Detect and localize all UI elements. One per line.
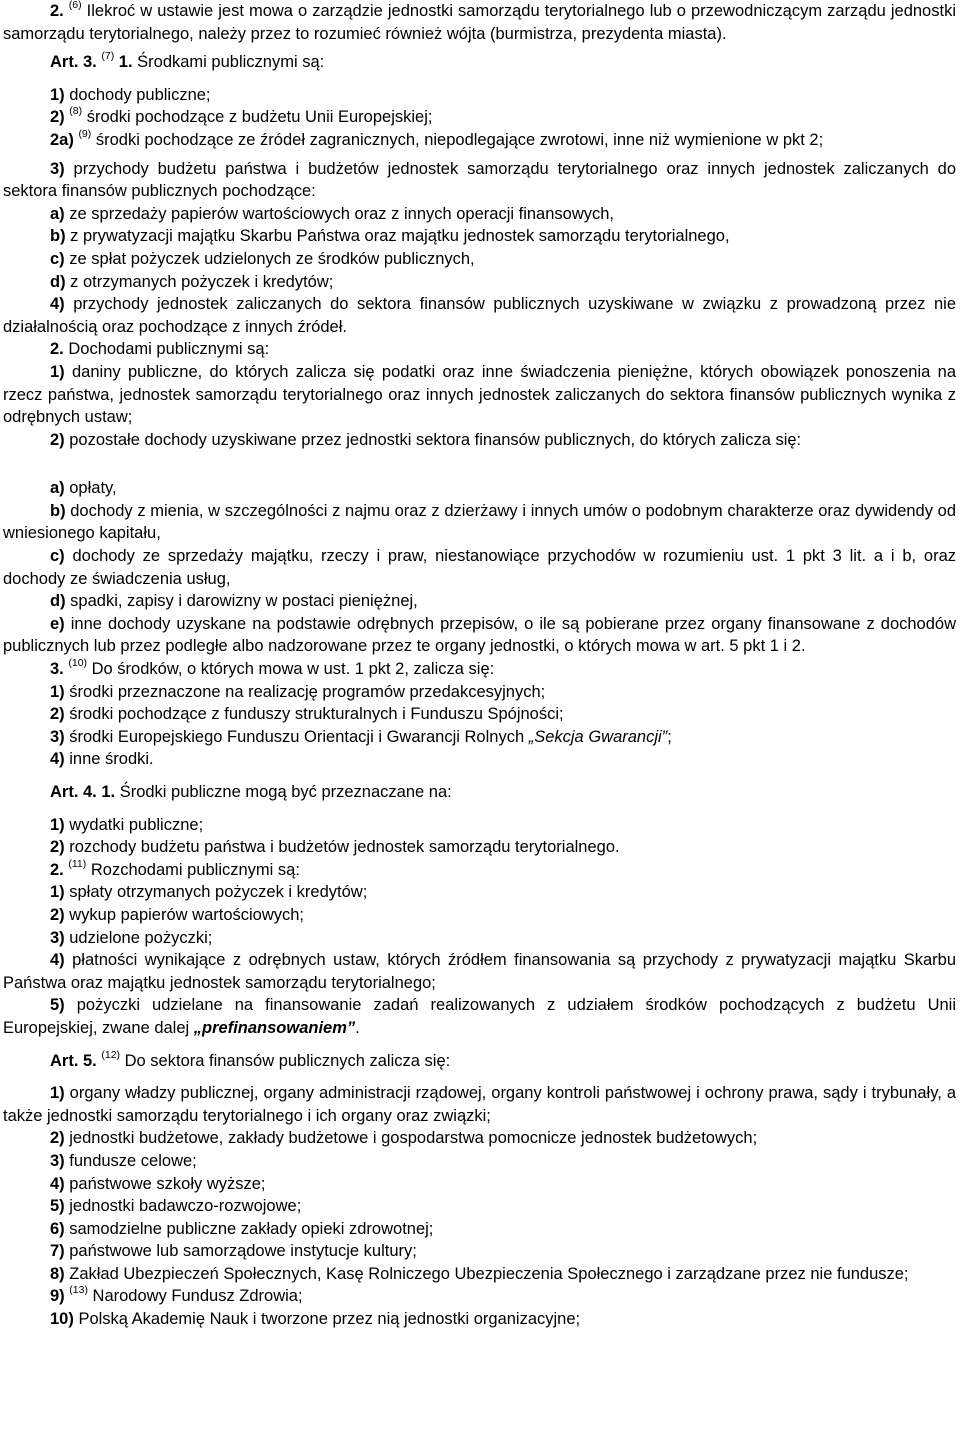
- paragraph-p19: [3, 613, 956, 658]
- paragraph-text: dochody publiczne;: [64, 85, 211, 104]
- footnote-marker: (7): [101, 50, 115, 63]
- paragraph-text: .: [355, 1018, 360, 1037]
- paragraph-p24: [3, 748, 956, 771]
- paragraph-p15: [3, 477, 956, 500]
- paragraph-p33: [3, 994, 956, 1039]
- paragraph-p25: [3, 781, 956, 804]
- paragraph-text: przychody jednostek zaliczanych do sektora finansów publicznych uzyskiwane w związku z prowadzoną przez nie działalnością oraz pochodzące z innych źródeł.: [3, 295, 956, 336]
- paragraph-p38: [3, 1173, 956, 1196]
- item-number: 5): [50, 996, 65, 1015]
- paragraph-text: środki pochodzące z budżetu Unii Europejskiej;: [82, 108, 433, 127]
- paragraph-text: samodzielne publiczne zakłady opieki zdrowotnej;: [64, 1219, 434, 1238]
- paragraph-text: pożyczki udzielane na finansowanie zadań realizowanych z udziałem środków pochodzących z budżetu Unii Europejskiej, zwane dalej: [3, 996, 956, 1037]
- paragraph-p34: [3, 1050, 956, 1073]
- item-number: 2): [50, 838, 65, 857]
- footnote-marker: (8): [69, 105, 83, 118]
- paragraph-p23: [3, 726, 956, 749]
- paragraph-text: spłaty otrzymanych pożyczek i kredytów;: [64, 883, 368, 902]
- paragraph-p35: [3, 1082, 956, 1127]
- paragraph-p27: [3, 836, 956, 859]
- paragraph-text: ze sprzedaży papierów wartościowych oraz z innych operacji finansowych,: [64, 204, 615, 223]
- paragraph-text: Polską Akademię Nauk i tworzone przez nią jednostki organizacyjne;: [73, 1310, 581, 1329]
- item-number: 1): [50, 883, 65, 902]
- paragraph-p36: [3, 1127, 956, 1150]
- paragraph-text: ze spłat pożyczek udzielonych ze środków publicznych,: [64, 249, 475, 268]
- footnote-marker: (10): [68, 657, 88, 670]
- paragraph-text: rozchody budżetu państwa i budżetów jednostek samorządu terytorialnego.: [64, 838, 620, 857]
- item-number: Art. 5.: [50, 1051, 102, 1070]
- item-number: 2.: [50, 2, 69, 20]
- paragraph-text: z otrzymanych pożyczek i kredytów;: [65, 272, 334, 291]
- item-number: c): [50, 249, 65, 268]
- item-number: 3): [50, 928, 65, 947]
- paragraph-text: daniny publiczne, do których zalicza się podatki oraz inne świadczenia pieniężne, których obowiązek ponoszenia na rzecz państwa, jednostek samorządu terytorialnego oraz innych jednostek zaliczanych do sektora finansów publicznych wynika z odrębnych ustaw;: [3, 362, 956, 427]
- paragraph-p22: [3, 703, 956, 726]
- item-number: e): [50, 614, 65, 633]
- paragraph-p12: [3, 338, 956, 361]
- item-number: 9): [50, 1287, 70, 1306]
- paragraph-p02: [3, 51, 956, 74]
- paragraph-text: Do środków, o których mowa w ust. 1 pkt 2, zalicza się:: [87, 660, 495, 679]
- paragraph-p14: [3, 429, 956, 452]
- paragraph-p26: [3, 814, 956, 837]
- paragraph-text: państwowe lub samorządowe instytucje kultury;: [64, 1242, 417, 1261]
- paragraph-text: ;: [667, 727, 672, 746]
- paragraph-text: inne środki.: [64, 750, 154, 769]
- paragraph-p16: [3, 500, 956, 545]
- item-number: 1): [50, 815, 65, 834]
- item-number: 2a): [50, 130, 79, 149]
- item-number: Art. 4. 1.: [50, 783, 116, 801]
- item-number: 2): [50, 1129, 65, 1148]
- item-number: 8): [50, 1264, 65, 1283]
- paragraph-p11: [3, 293, 956, 338]
- paragraph-p28: [3, 859, 956, 882]
- item-number: 3): [50, 727, 65, 746]
- paragraph-p09: [3, 248, 956, 271]
- paragraph-text: dochody z mienia, w szczególności z najmu oraz z dzierżawy i innych umów o podobnym charakterze oraz dywidendy od wniesionego kapitału,: [3, 501, 956, 543]
- paragraph-text: środki przeznaczone na realizację programów przedakcesyjnych;: [64, 682, 546, 701]
- item-number: 7): [50, 1242, 65, 1261]
- item-number: 2): [50, 905, 65, 924]
- item-number: 5): [50, 1197, 65, 1216]
- paragraph-p03: [3, 84, 956, 107]
- item-number: d): [50, 272, 66, 291]
- item-number: 1): [50, 682, 65, 701]
- paragraph-p21: [3, 681, 956, 704]
- item-number: 2.: [50, 860, 69, 879]
- paragraph-text: Rozchodami publicznymi są:: [86, 860, 300, 879]
- paragraph-p05: [3, 129, 956, 152]
- paragraph-text: opłaty,: [64, 479, 117, 498]
- item-number: a): [50, 204, 65, 223]
- paragraph-text: płatności wynikające z odrębnych ustaw, których źródłem finansowania są przychody z prywatyzacji majątku Skarbu Państwa oraz majątku jednostek samorządu terytorialnego;: [3, 951, 956, 992]
- item-number: 4): [50, 295, 65, 314]
- item-number: 3): [50, 1151, 65, 1170]
- paragraph-text: państwowe szkoły wyższe;: [64, 1174, 266, 1193]
- paragraph-text: „Sekcja Gwarancji”: [528, 727, 668, 746]
- item-number: 2.: [50, 340, 64, 359]
- item-number: 4): [50, 750, 65, 769]
- paragraph-text: Środki publiczne mogą być przeznaczane na:: [115, 783, 452, 801]
- paragraph-p29: [3, 881, 956, 904]
- paragraph-text: Dochodami publicznymi są:: [63, 340, 270, 359]
- paragraph-p17: [3, 545, 956, 590]
- paragraph-text: Do sektora finansów publicznych zalicza się:: [120, 1051, 451, 1070]
- paragraph-p31: [3, 927, 956, 950]
- paragraph-text: spadki, zapisy i darowizny w postaci pieniężnej,: [65, 592, 418, 611]
- item-number: Art. 3.: [50, 53, 102, 72]
- paragraph-p18: [3, 590, 956, 613]
- item-number: 6): [50, 1219, 65, 1238]
- paragraph-p43: [3, 1285, 956, 1308]
- item-number: 1): [50, 1084, 65, 1103]
- paragraph-text: Środkami publicznymi są:: [132, 53, 325, 72]
- paragraph-text: „prefinansowaniem”: [193, 1018, 356, 1037]
- paragraph-text: przychody budżetu państwa i budżetów jednostek samorządu terytorialnego oraz innych jednostek zaliczanych do sektora finansów publicznych pochodzące:: [3, 159, 956, 201]
- paragraph-p32: [3, 949, 956, 994]
- item-number: d): [50, 592, 66, 611]
- paragraph-p37: [3, 1150, 956, 1173]
- item-number: 4): [50, 1174, 65, 1193]
- paragraph-text: dochody ze sprzedaży majątku, rzeczy i praw, niestanowiące przychodów w rozumieniu ust. 1 pkt 3 lit. a i b, oraz dochody ze świadczenia usług,: [3, 547, 956, 588]
- paragraph-p06: [3, 158, 956, 203]
- paragraph-text: Ilekroć w ustawie jest mowa o zarządzie jednostki samorządu terytorialnego lub o przewodniczącym zarządu jednostki samorządu terytorialnego, należy przez to rozumieć również wójta (burmistrza, prezydenta miasta).: [3, 2, 956, 43]
- paragraph-text: udzielone pożyczki;: [64, 928, 213, 947]
- paragraph-text: Zakład Ubezpieczeń Społecznych, Kasę Rolniczego Ubezpieczenia Społecznego i zarządzane przez nie fundusze;: [64, 1264, 909, 1283]
- item-number: 3.: [50, 660, 69, 679]
- paragraph-p01: [3, 0, 956, 45]
- item-number: c): [50, 547, 65, 566]
- paragraph-p08: [3, 225, 956, 248]
- paragraph-p41: [3, 1240, 956, 1263]
- paragraph-p04: [3, 106, 956, 129]
- paragraph-text: fundusze celowe;: [64, 1151, 197, 1170]
- paragraph-p07: [3, 203, 956, 226]
- paragraph-p30: [3, 904, 956, 927]
- item-number: 2): [50, 430, 65, 449]
- item-number: 1): [50, 362, 65, 381]
- item-number: 1): [50, 85, 65, 104]
- footnote-marker: (6): [68, 0, 82, 11]
- footnote-marker: (9): [78, 127, 92, 140]
- item-number: 4): [50, 951, 65, 970]
- paragraph-text: jednostki badawczo-rozwojowe;: [64, 1197, 302, 1216]
- paragraph-text: inne dochody uzyskane na podstawie odrębnych przepisów, o ile są pobierane przez organy finansowane z dochodów publicznych lub przez podległe albo nadzorowane przez te organy jednostki, o których mowa w art. 5 pkt 1 i 2.: [3, 614, 956, 656]
- paragraph-p42: [3, 1263, 956, 1286]
- paragraph-text: jednostki budżetowe, zakłady budżetowe i gospodarstwa pomocnicze jednostek budżetowych;: [64, 1129, 758, 1148]
- footnote-marker: (13): [69, 1284, 88, 1297]
- paragraph-p20: [3, 658, 956, 681]
- paragraph-text: z prywatyzacji majątku Skarbu Państwa oraz majątku jednostek samorządu terytorialnego,: [65, 227, 730, 246]
- item-number: 3): [50, 159, 65, 178]
- item-number: b): [50, 227, 66, 246]
- footnote-marker: (11): [68, 857, 87, 870]
- paragraph-text: środki pochodzące ze źródeł zagranicznych, niepodlegające zwrotowi, inne niż wymienione w pkt 2;: [91, 130, 824, 149]
- item-number: 2): [50, 705, 65, 724]
- paragraph-text: Narodowy Fundusz Zdrowia;: [87, 1287, 303, 1306]
- item-number: a): [50, 479, 65, 498]
- paragraph-p40: [3, 1218, 956, 1241]
- item-number: b): [50, 501, 66, 520]
- paragraph-p13: [3, 361, 956, 429]
- item-number: 10): [50, 1310, 74, 1329]
- paragraph-text: wykup papierów wartościowych;: [64, 905, 305, 924]
- paragraph-text: środki Europejskiego Funduszu Orientacji i Gwarancji Rolnych: [64, 727, 529, 746]
- paragraph-p39: [3, 1195, 956, 1218]
- item-number: 1.: [114, 53, 133, 72]
- paragraph-text: organy władzy publicznej, organy administracji rządowej, organy kontroli państwowej i ochrony prawa, sądy i trybunały, a także jednostki samorządu terytorialnego i ich organy oraz związki;: [3, 1084, 956, 1125]
- footnote-marker: (12): [101, 1048, 121, 1061]
- paragraph-text: wydatki publiczne;: [64, 815, 204, 834]
- paragraph-text: pozostałe dochody uzyskiwane przez jednostki sektora finansów publicznych, do których zalicza się:: [64, 430, 802, 449]
- paragraph-p10: [3, 271, 956, 294]
- paragraph-p44: [3, 1308, 956, 1331]
- item-number: 2): [50, 108, 70, 127]
- paragraph-text: środki pochodzące z funduszy strukturalnych i Funduszu Spójności;: [64, 705, 564, 724]
